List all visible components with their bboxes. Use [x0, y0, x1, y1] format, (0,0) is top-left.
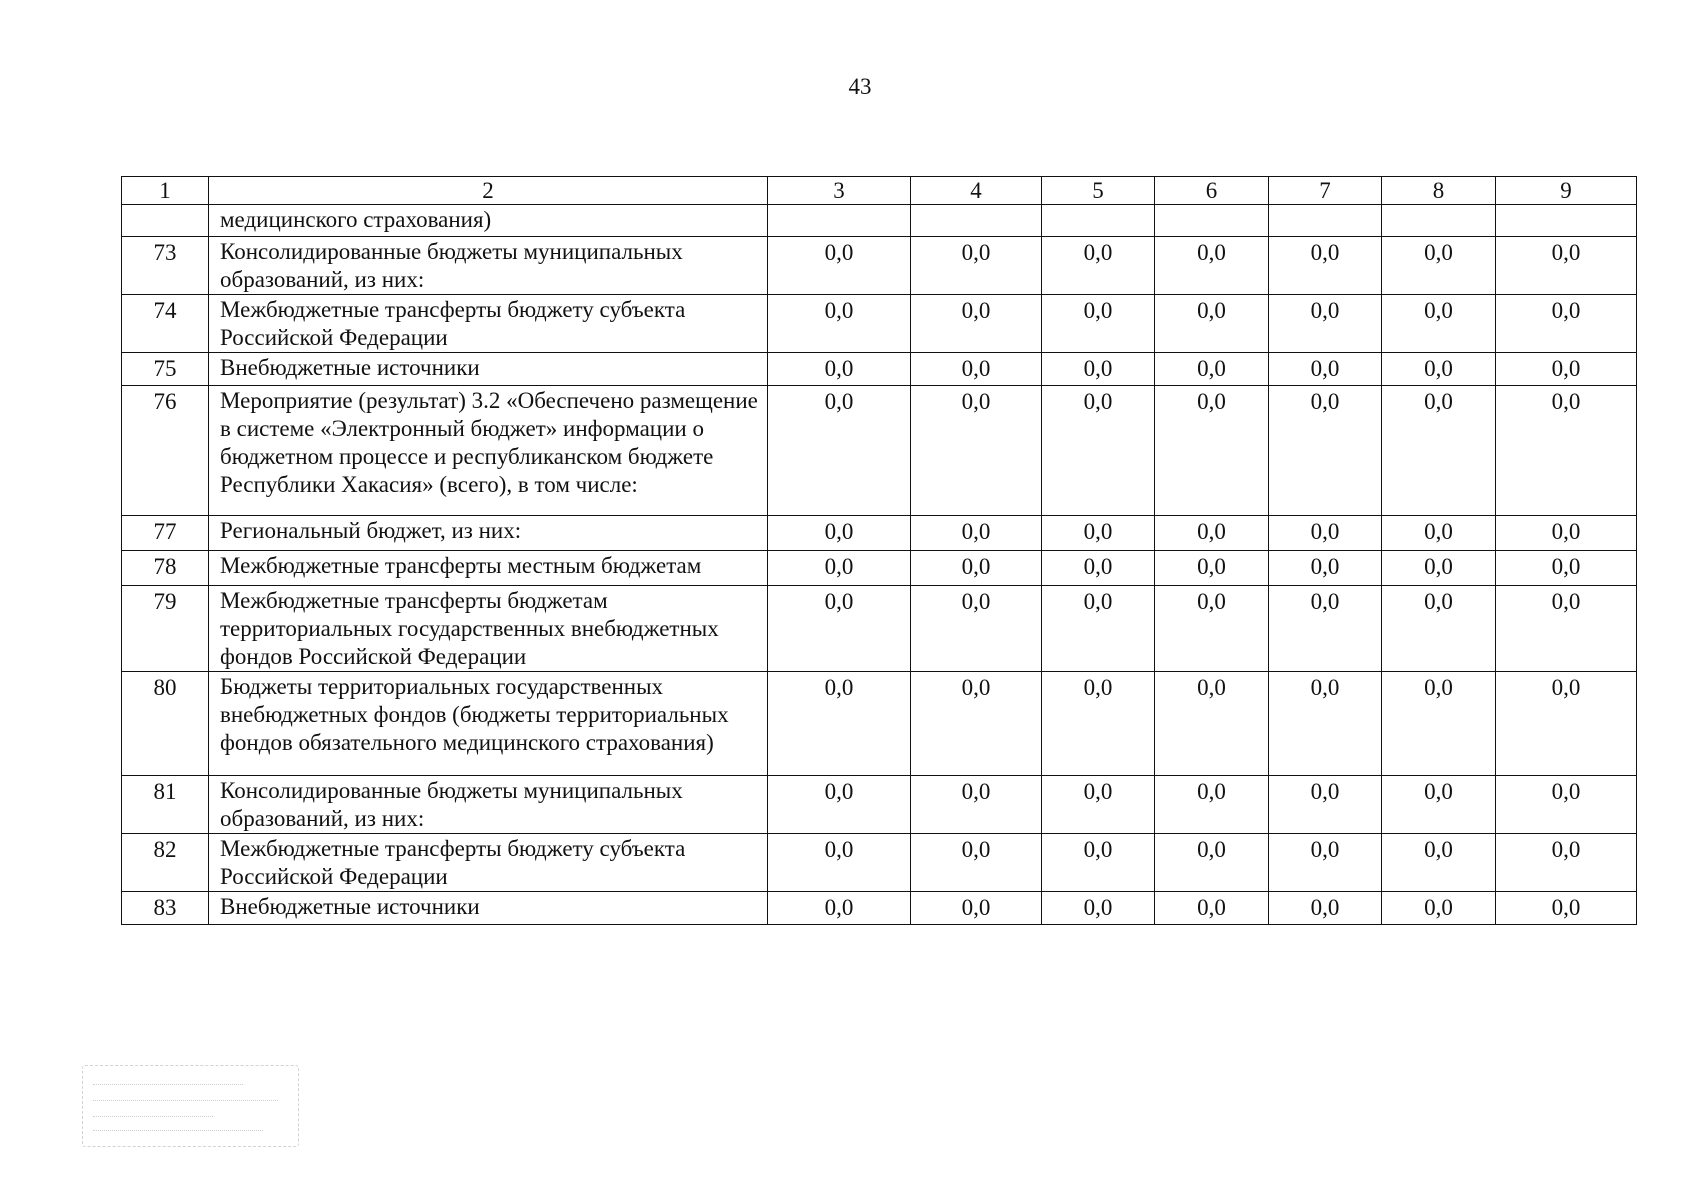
value-cell: 0,0	[1042, 353, 1155, 386]
value-cell: 0,0	[1382, 672, 1496, 776]
value-cell: 0,0	[1496, 892, 1637, 925]
value-cell: 0,0	[1269, 386, 1382, 516]
value-cell	[911, 205, 1042, 237]
value-cell: 0,0	[1042, 295, 1155, 353]
row-name: медицинского страхования)	[209, 205, 768, 237]
row-number: 81	[122, 776, 209, 834]
value-cell: 0,0	[1155, 386, 1269, 516]
row-name: Межбюджетные трансферты бюджету субъекта Российской Федерации	[209, 834, 768, 892]
value-cell	[1496, 205, 1637, 237]
value-cell	[1269, 205, 1382, 237]
value-cell	[768, 205, 911, 237]
value-cell: 0,0	[911, 295, 1042, 353]
row-number: 80	[122, 672, 209, 776]
value-cell: 0,0	[1269, 551, 1382, 586]
row-name: Мероприятие (результат) 3.2 «Обеспечено размещение в системе «Электронный бюджет» информации о бюджетном процессе и республиканском бюджете Республики Хакасия» (всего), в том числе:	[209, 386, 768, 516]
row-name: Межбюджетные трансферты местным бюджетам	[209, 551, 768, 586]
value-cell: 0,0	[1382, 776, 1496, 834]
value-cell: 0,0	[911, 551, 1042, 586]
column-header: 4	[911, 177, 1042, 205]
value-cell: 0,0	[1269, 516, 1382, 551]
value-cell: 0,0	[1382, 551, 1496, 586]
value-cell: 0,0	[768, 672, 911, 776]
value-cell: 0,0	[1382, 386, 1496, 516]
value-cell: 0,0	[768, 516, 911, 551]
value-cell: 0,0	[1382, 834, 1496, 892]
column-header: 3	[768, 177, 911, 205]
table-row	[122, 834, 1637, 892]
row-number: 82	[122, 834, 209, 892]
table-row	[122, 386, 1637, 516]
value-cell: 0,0	[1155, 551, 1269, 586]
value-cell: 0,0	[1155, 516, 1269, 551]
value-cell: 0,0	[1155, 776, 1269, 834]
value-cell: 0,0	[1496, 551, 1637, 586]
value-cell: 0,0	[911, 892, 1042, 925]
value-cell: 0,0	[1382, 237, 1496, 295]
value-cell: 0,0	[1382, 295, 1496, 353]
table-row	[122, 776, 1637, 834]
value-cell: 0,0	[911, 386, 1042, 516]
table-row	[122, 892, 1637, 925]
value-cell: 0,0	[1042, 586, 1155, 672]
value-cell: 0,0	[1042, 516, 1155, 551]
table-row	[122, 295, 1637, 353]
budget-table	[121, 176, 1637, 925]
page-number: 43	[848, 74, 872, 99]
value-cell: 0,0	[1042, 386, 1155, 516]
row-name: Региональный бюджет, из них:	[209, 516, 768, 551]
value-cell: 0,0	[1155, 586, 1269, 672]
column-header: 6	[1155, 177, 1269, 205]
value-cell: 0,0	[1496, 586, 1637, 672]
value-cell: 0,0	[1269, 586, 1382, 672]
value-cell: 0,0	[1042, 834, 1155, 892]
value-cell	[1155, 205, 1269, 237]
value-cell: 0,0	[1496, 353, 1637, 386]
value-cell: 0,0	[1382, 586, 1496, 672]
table-row	[122, 551, 1637, 586]
value-cell: 0,0	[1382, 892, 1496, 925]
value-cell: 0,0	[911, 672, 1042, 776]
value-cell: 0,0	[1496, 295, 1637, 353]
value-cell: 0,0	[768, 834, 911, 892]
value-cell: 0,0	[768, 353, 911, 386]
value-cell: 0,0	[1269, 834, 1382, 892]
value-cell: 0,0	[1155, 672, 1269, 776]
value-cell: 0,0	[1042, 776, 1155, 834]
table-row	[122, 586, 1637, 672]
table-row	[122, 353, 1637, 386]
value-cell: 0,0	[1155, 892, 1269, 925]
value-cell: 0,0	[768, 295, 911, 353]
value-cell: 0,0	[1496, 386, 1637, 516]
value-cell: 0,0	[1269, 892, 1382, 925]
row-number	[122, 205, 209, 237]
value-cell: 0,0	[1269, 672, 1382, 776]
value-cell: 0,0	[911, 516, 1042, 551]
row-number: 77	[122, 516, 209, 551]
value-cell: 0,0	[1496, 672, 1637, 776]
table-row	[122, 516, 1637, 551]
value-cell: 0,0	[911, 353, 1042, 386]
value-cell: 0,0	[1042, 892, 1155, 925]
row-name: Межбюджетные трансферты бюджетам территориальных государственных внебюджетных фондов Российской Федерации	[209, 586, 768, 672]
row-number: 83	[122, 892, 209, 925]
row-name: Межбюджетные трансферты бюджету субъекта Российской Федерации	[209, 295, 768, 353]
value-cell: 0,0	[1382, 516, 1496, 551]
table-row	[122, 672, 1637, 776]
faded-stamp	[82, 1065, 299, 1147]
value-cell: 0,0	[1155, 834, 1269, 892]
value-cell: 0,0	[768, 237, 911, 295]
value-cell	[1382, 205, 1496, 237]
column-header: 7	[1269, 177, 1382, 205]
row-name: Бюджеты территориальных государственных внебюджетных фондов (бюджеты территориальных фондов обязательного медицинского страхования)	[209, 672, 768, 776]
value-cell: 0,0	[768, 386, 911, 516]
value-cell: 0,0	[1496, 237, 1637, 295]
value-cell: 0,0	[768, 586, 911, 672]
value-cell: 0,0	[1269, 295, 1382, 353]
row-name: Внебюджетные источники	[209, 353, 768, 386]
row-name: Консолидированные бюджеты муниципальных образований, из них:	[209, 237, 768, 295]
value-cell: 0,0	[1042, 672, 1155, 776]
value-cell: 0,0	[1496, 516, 1637, 551]
value-cell: 0,0	[768, 776, 911, 834]
table-header-row	[122, 177, 1637, 205]
row-number: 73	[122, 237, 209, 295]
value-cell: 0,0	[911, 834, 1042, 892]
value-cell: 0,0	[1155, 237, 1269, 295]
value-cell: 0,0	[911, 776, 1042, 834]
value-cell: 0,0	[1042, 237, 1155, 295]
value-cell: 0,0	[911, 586, 1042, 672]
row-number: 76	[122, 386, 209, 516]
value-cell: 0,0	[1269, 353, 1382, 386]
value-cell: 0,0	[1496, 776, 1637, 834]
value-cell: 0,0	[1382, 353, 1496, 386]
table-row	[122, 237, 1637, 295]
column-header: 9	[1496, 177, 1637, 205]
column-header: 8	[1382, 177, 1496, 205]
row-name: Внебюджетные источники	[209, 892, 768, 925]
column-header: 1	[122, 177, 209, 205]
row-number: 74	[122, 295, 209, 353]
value-cell: 0,0	[911, 237, 1042, 295]
row-number: 78	[122, 551, 209, 586]
row-name: Консолидированные бюджеты муниципальных образований, из них:	[209, 776, 768, 834]
value-cell: 0,0	[1269, 237, 1382, 295]
column-header: 5	[1042, 177, 1155, 205]
value-cell	[1042, 205, 1155, 237]
value-cell: 0,0	[768, 892, 911, 925]
value-cell: 0,0	[1269, 776, 1382, 834]
column-header: 2	[209, 177, 768, 205]
value-cell: 0,0	[1496, 834, 1637, 892]
row-number: 75	[122, 353, 209, 386]
value-cell: 0,0	[768, 551, 911, 586]
value-cell: 0,0	[1155, 295, 1269, 353]
table-row	[122, 205, 1637, 237]
row-number: 79	[122, 586, 209, 672]
value-cell: 0,0	[1042, 551, 1155, 586]
value-cell: 0,0	[1155, 353, 1269, 386]
